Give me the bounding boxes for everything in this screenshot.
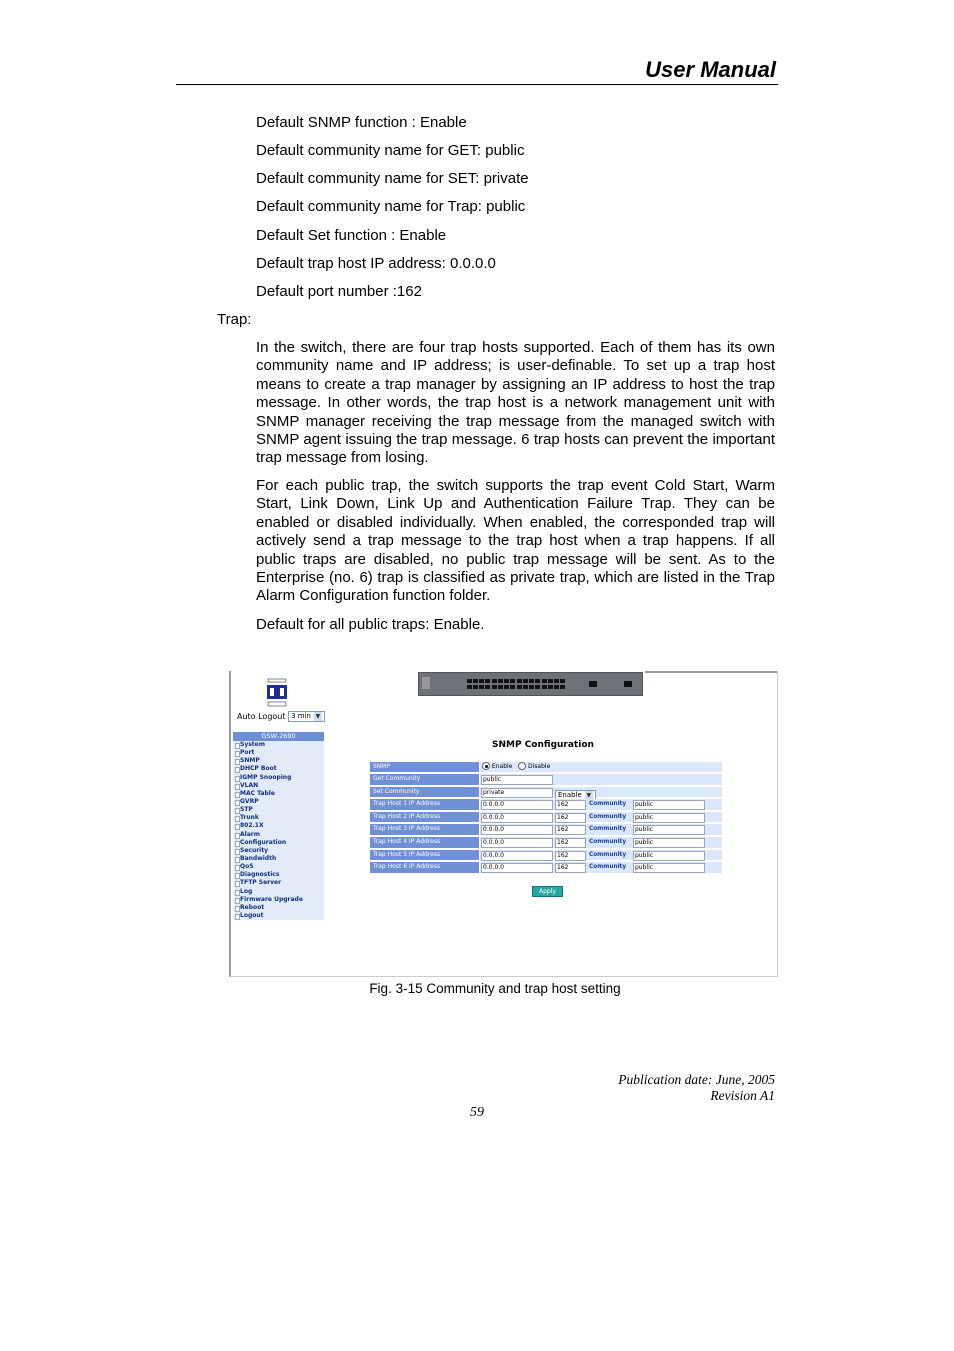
trap-paragraph-2: For each public trap, the switch supports the trap event Cold Start, Warm Start, Link Down, Link Up and Authentication Failure Trap. They can be enabled or disabled individually. When enabled, the corresponded trap will actively send a trap message to the trap host when a trap happens. If all public traps are disabled, no public trap message will be sent. As to the Enterprise (no. 6) trap is classified as private trap, which are listed in the Trap Alarm Configuration function folder. <box>256 477 775 605</box>
menu-item-label: STP <box>240 806 253 814</box>
snmp-value-cell <box>480 762 722 773</box>
trap-host-community-label: Community <box>589 864 627 871</box>
menu-item[interactable] <box>233 814 324 822</box>
ethernet-port-icon <box>492 679 497 683</box>
ethernet-port-icon <box>504 679 509 683</box>
header-title: User Manual <box>645 57 776 82</box>
menu-item-label: Log <box>240 887 253 895</box>
menu-item[interactable] <box>233 806 324 814</box>
folder-icon <box>235 841 240 847</box>
page-title: SNMP Configuration <box>492 740 594 750</box>
get-community-input[interactable]: public <box>481 775 553 785</box>
trap-host-community-label: Community <box>589 851 627 858</box>
get-community-label: Get Community <box>370 774 479 785</box>
menu-item-label: VLAN <box>240 781 259 789</box>
folder-icon <box>235 881 240 887</box>
menu-item-label: Security <box>240 846 269 854</box>
trap-host-row <box>370 837 722 850</box>
menu-item-label: Firmware Upgrade <box>240 895 303 903</box>
trap-host-label: Trap Host 6 IP Address <box>370 862 479 873</box>
set-function-value: Enable <box>558 791 582 800</box>
trap-host-community-input[interactable]: public <box>633 838 705 848</box>
default-port-number: Default port number :162 <box>256 283 422 300</box>
trap-host-row <box>370 824 722 837</box>
menu-item-label: System <box>240 741 265 748</box>
snmp-enable-label: Enable <box>491 762 513 770</box>
figure-caption: Fig. 3-15 Community and trap host setting <box>369 981 621 996</box>
folder-icon <box>235 759 240 765</box>
menu-item-label: Bandwidth <box>240 854 277 862</box>
folder-icon <box>235 898 240 904</box>
trap-host-cell <box>480 824 722 835</box>
ethernet-port-icon <box>479 679 484 683</box>
ethernet-port-icon <box>467 679 472 683</box>
menu-item-label: Logout <box>240 911 264 919</box>
ethernet-port-icon <box>529 679 534 683</box>
frame-top-line <box>645 671 778 673</box>
ethernet-port-icon <box>473 679 478 683</box>
menu-item-label: IGMP Snooping <box>240 773 292 781</box>
snmp-label: SNMP <box>370 762 479 773</box>
folder-icon <box>235 767 240 773</box>
trap-host-ip-input[interactable]: 0.0.0.0 <box>481 863 553 873</box>
trap-host-label: Trap Host 3 IP Address <box>370 824 479 835</box>
trap-host-port-input[interactable]: 162 <box>555 800 586 810</box>
trap-host-community-input[interactable]: public <box>633 800 705 810</box>
trap-host-community-label: Community <box>589 826 627 833</box>
menu-item[interactable] <box>233 839 324 847</box>
trap-host-cell <box>480 799 722 810</box>
trap-host-cell <box>480 837 722 848</box>
ethernet-port-icon <box>479 685 484 689</box>
set-community-row <box>370 786 722 799</box>
trap-host-ip-input[interactable]: 0.0.0.0 <box>481 838 553 848</box>
snmp-row <box>370 761 722 774</box>
page-number: 59 <box>470 1105 484 1120</box>
uplink-port-icon <box>589 681 597 687</box>
set-community-cell <box>480 787 722 798</box>
ethernet-port-icon <box>523 679 528 683</box>
ethernet-port-icon <box>554 685 559 689</box>
ethernet-port-icon <box>542 685 547 689</box>
trap-host-community-input[interactable]: public <box>633 851 705 861</box>
auto-logout <box>237 711 325 722</box>
snmp-disable-label: Disable <box>528 762 551 770</box>
snmp-enable-radio[interactable] <box>482 762 490 770</box>
frame-right-line <box>777 671 778 976</box>
chevron-down-icon: ▼ <box>315 713 321 720</box>
trap-host-row <box>370 799 722 812</box>
ethernet-port-icon <box>492 685 497 689</box>
trap-host-rows <box>370 799 722 875</box>
folder-icon <box>235 808 240 814</box>
ethernet-port-icon <box>542 679 547 683</box>
revision: Revision A1 <box>710 1088 775 1103</box>
folder-icon <box>235 914 240 920</box>
menu-item-label: DHCP Boot <box>240 765 277 773</box>
folder-icon <box>235 792 240 798</box>
folder-icon <box>235 873 240 879</box>
menu-item-label: TFTP Server <box>240 879 282 887</box>
trap-host-community-input[interactable]: public <box>633 863 705 873</box>
menu-item[interactable] <box>233 757 324 765</box>
menu-item-label: Port <box>240 749 255 757</box>
set-community-input[interactable]: private <box>481 788 553 798</box>
trap-host-cell <box>480 862 722 873</box>
menu-item-label: Alarm <box>240 830 260 838</box>
switch-logo <box>422 677 430 689</box>
trap-host-label: Trap Host 1 IP Address <box>370 799 479 810</box>
menu-item[interactable] <box>233 912 324 920</box>
menu-item-label: MAC Table <box>240 789 275 797</box>
menu-item-label: Configuration <box>240 838 287 846</box>
menu-item-label: GVRP <box>240 797 259 805</box>
trap-host-port-input[interactable]: 162 <box>555 825 586 835</box>
set-community-label: Set Community <box>370 787 479 798</box>
folder-icon <box>235 890 240 896</box>
menu-item[interactable] <box>233 855 324 863</box>
ethernet-port-icon <box>548 685 553 689</box>
publication-date: Publication date: June, 2005 <box>618 1072 775 1087</box>
menu-item-label: Diagnostics <box>240 871 280 879</box>
menu-item[interactable] <box>233 822 324 830</box>
trap-host-ip-input[interactable]: 0.0.0.0 <box>481 825 553 835</box>
folder-icon <box>235 906 240 912</box>
trap-host-label: Trap Host 5 IP Address <box>370 850 479 861</box>
trap-host-cell <box>480 812 722 823</box>
ethernet-port-icon <box>485 685 490 689</box>
ethernet-port-icon <box>535 685 540 689</box>
ethernet-port-icon <box>535 679 540 683</box>
folder-icon <box>235 776 240 782</box>
trap-paragraph-1: In the switch, there are four trap hosts supported. Each of them has its own community name and IP address; is user-definable. To set up a trap host means to create a trap manager by assigning an IP address to host the trap message. In other words, the trap host is a network management unit with SNMP manager receiving the trap message from the managed switch with SNMP agent issuing the trap message. 6 trap hosts can prevent the important trap message from losing. <box>256 339 775 467</box>
menu-item[interactable] <box>233 871 324 879</box>
switch-front-panel-image <box>418 672 643 696</box>
trap-host-community-input[interactable]: public <box>633 825 705 835</box>
ethernet-port-icon <box>467 685 472 689</box>
menu-item[interactable] <box>233 741 324 749</box>
folder-icon <box>235 849 240 855</box>
get-community-cell <box>480 774 722 785</box>
trap-host-community-label: Community <box>589 801 627 808</box>
ethernet-port-icon <box>560 679 565 683</box>
menu-item-label: Trunk <box>240 814 259 822</box>
folder-icon <box>235 833 240 839</box>
apply-button[interactable]: Apply <box>532 886 563 897</box>
trap-host-port-input[interactable]: 162 <box>555 851 586 861</box>
folder-icon <box>235 816 240 822</box>
menu-item[interactable] <box>233 888 324 896</box>
default-trap-host-ip: Default trap host IP address: 0.0.0.0 <box>256 255 496 272</box>
trap-host-community-label: Community <box>589 839 627 846</box>
ethernet-port-icon <box>523 685 528 689</box>
menu-item[interactable] <box>233 879 324 887</box>
default-trap-community: Default community name for Trap: public <box>256 198 526 215</box>
menu-item[interactable] <box>233 774 324 782</box>
menu-items <box>233 741 324 920</box>
default-get-community: Default community name for GET: public <box>256 142 525 159</box>
menu-item[interactable] <box>233 749 324 757</box>
chevron-down-icon: ▼ <box>586 792 592 800</box>
menu-item-label: 802.1X <box>240 822 264 830</box>
default-set-function: Default Set function : Enable <box>256 227 447 244</box>
ethernet-port-icon <box>517 685 522 689</box>
uplink-port-icon <box>624 681 632 687</box>
default-set-community: Default community name for SET: private <box>256 170 529 187</box>
ethernet-port-icon <box>554 679 559 683</box>
snmp-config-table <box>370 761 722 874</box>
menu-item-label: Reboot <box>240 903 265 911</box>
trap-host-cell <box>480 850 722 861</box>
menu-item[interactable] <box>233 790 324 798</box>
trap-host-ip-input[interactable]: 0.0.0.0 <box>481 813 553 823</box>
auto-logout-label: Auto Logout <box>237 712 286 721</box>
header-rule <box>176 84 778 85</box>
ethernet-port-icon <box>498 685 503 689</box>
default-snmp-function: Default SNMP function : Enable <box>256 114 467 131</box>
trap-host-community-input[interactable]: public <box>633 813 705 823</box>
snmp-disable-radio[interactable] <box>518 762 526 770</box>
menu-item[interactable] <box>233 782 324 790</box>
folder-icon <box>235 743 240 749</box>
ethernet-port-icon <box>548 679 553 683</box>
folder-icon <box>235 824 240 830</box>
trap-host-row <box>370 862 722 875</box>
trap-host-ip-input[interactable]: 0.0.0.0 <box>481 800 553 810</box>
folder-icon <box>235 857 240 863</box>
folder-icon <box>235 784 240 790</box>
menu-header: GSW-2690 <box>233 732 324 741</box>
trap-paragraph-3: Default for all public traps: Enable. <box>256 616 485 633</box>
trap-host-label: Trap Host 2 IP Address <box>370 812 479 823</box>
ethernet-port-icon <box>510 685 515 689</box>
trap-host-row <box>370 849 722 862</box>
snmp-radio-group <box>482 762 550 773</box>
trap-host-port-input[interactable]: 162 <box>555 813 586 823</box>
ethernet-port-icon <box>560 685 565 689</box>
get-community-row <box>370 774 722 787</box>
folder-icon <box>235 800 240 806</box>
levelone-logo-icon <box>265 675 289 709</box>
menu-item[interactable] <box>233 831 324 839</box>
menu-item[interactable] <box>233 896 324 904</box>
menu-item[interactable] <box>233 904 324 912</box>
trap-host-community-label: Community <box>589 813 627 820</box>
ethernet-port-icon <box>485 679 490 683</box>
sidebar-menu <box>233 732 324 920</box>
ethernet-port-icon <box>504 685 509 689</box>
trap-heading: Trap: <box>217 311 252 328</box>
menu-item[interactable] <box>233 798 324 806</box>
menu-item[interactable] <box>233 847 324 855</box>
trap-host-label: Trap Host 4 IP Address <box>370 837 479 848</box>
auto-logout-select[interactable] <box>288 711 325 722</box>
menu-item[interactable] <box>233 863 324 871</box>
ethernet-port-icon <box>498 679 503 683</box>
trap-host-ip-input[interactable]: 0.0.0.0 <box>481 851 553 861</box>
menu-item[interactable] <box>233 765 324 773</box>
folder-icon <box>235 865 240 871</box>
trap-host-port-input[interactable]: 162 <box>555 838 586 848</box>
menu-item-label: QoS <box>240 863 254 871</box>
auto-logout-value: 3 min <box>291 712 311 720</box>
ethernet-port-icon <box>517 679 522 683</box>
folder-icon <box>235 751 240 757</box>
ethernet-port-icon <box>473 685 478 689</box>
menu-item-label: SNMP <box>240 757 260 765</box>
snmp-config-screenshot <box>229 671 778 977</box>
trap-host-row <box>370 811 722 824</box>
trap-host-port-input[interactable]: 162 <box>555 863 586 873</box>
ethernet-port-icon <box>529 685 534 689</box>
ethernet-port-icon <box>510 679 515 683</box>
